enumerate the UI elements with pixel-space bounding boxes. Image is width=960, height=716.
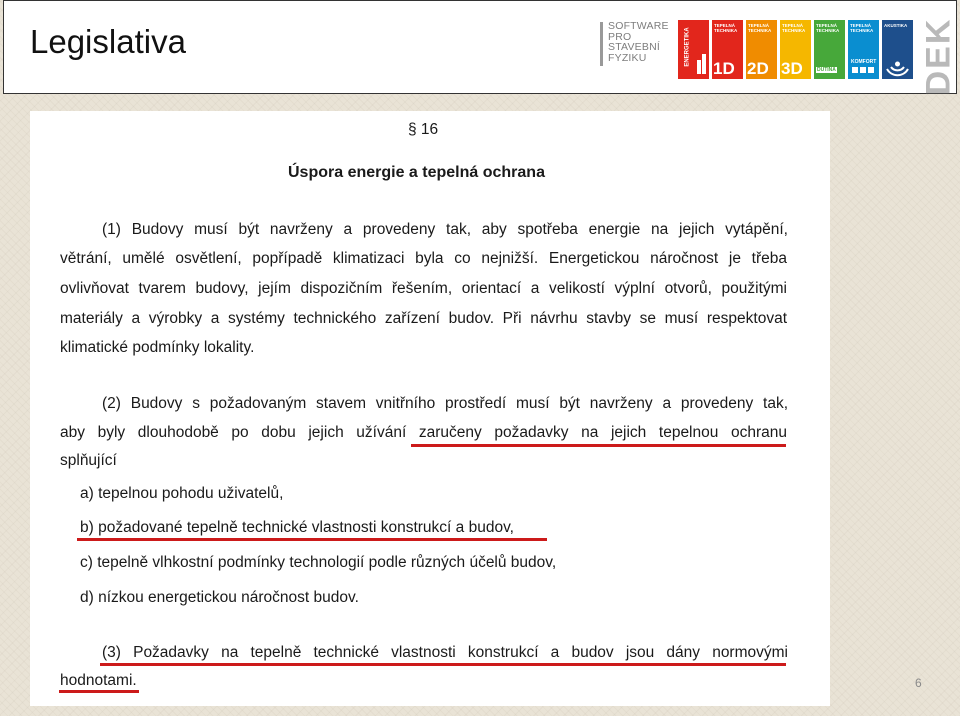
energetika-label: ENERGETIKA — [684, 27, 691, 67]
komfort-blocks-icon — [848, 20, 879, 79]
product-logo-caption: TEPELNÁ TECHNIKA — [850, 23, 874, 33]
list-item: b) požadované tepelně technické vlastnosti konstrukcí a budov, — [80, 519, 514, 536]
product-logo-3d — [780, 20, 811, 79]
product-logo-code: 3D — [781, 59, 803, 78]
product-logo-caption: TEPELNÁ TECHNIKA — [816, 23, 840, 33]
product-logo-komfort — [848, 20, 879, 79]
software-logo-bar — [600, 22, 603, 66]
dek-logo — [919, 9, 958, 96]
section-number: § 16 — [408, 121, 439, 138]
scanned-document — [30, 111, 830, 706]
product-logo-caption: AKUSTIKA — [884, 23, 908, 28]
paragraph-line: klimatické podmínky lokality. — [60, 339, 255, 356]
product-logo-akustika — [882, 20, 913, 79]
list-item: d) nízkou energetickou náročnost budov. — [80, 589, 359, 606]
highlight-underline — [100, 663, 786, 666]
software-logo-line: SOFTWARE — [608, 20, 669, 32]
page-number: 6 — [915, 676, 922, 690]
paragraph-line: aby byly dlouhodobě po dobu jejich užívání zaručeny požadavky na jejich tepelnou ochranu — [60, 424, 787, 441]
paragraph-line: materiály a výrobky a systémy technického zařízení budov. Při návrhu stavby se musí respektovat — [60, 310, 787, 327]
product-logo-caption: TEPELNÁ TECHNIKA — [782, 23, 806, 33]
paragraph-line: hodnotami. — [60, 672, 137, 689]
paragraph-line: (2) Budovy s požadovaným stavem vnitřního prostředí musí být navrženy a provedeny tak, — [102, 395, 788, 412]
product-logo-caption: TEPELNÁ TECHNIKA — [714, 23, 738, 33]
section-heading: Úspora energie a tepelná ochrana — [288, 164, 545, 181]
software-logo-line: STAVEBNÍ — [608, 41, 660, 53]
software-logo-line: PRO — [608, 30, 632, 43]
product-logo-sub: KOMFORT — [851, 59, 877, 65]
product-logo-2d — [746, 20, 777, 79]
slide-title: Legislativa — [30, 23, 186, 60]
list-item: a) tepelnou pohodu uživatelů, — [80, 485, 284, 502]
product-logo-1d — [712, 20, 743, 79]
product-logo-code: 2D — [747, 59, 769, 78]
software-logo-line: FYZIKU — [608, 51, 647, 64]
product-logo-sub: DUTINA — [817, 67, 836, 73]
dek-logo-text: DEK — [919, 17, 958, 96]
paragraph-line: (3) Požadavky na tepelně technické vlastnosti konstrukcí a budov jsou dány normovými — [102, 644, 788, 661]
list-item: c) tepelně vlhkostní podmínky technologií podle různých účelů budov, — [80, 554, 557, 571]
product-logo-caption: TEPELNÁ TECHNIKA — [748, 23, 772, 33]
highlight-underline — [59, 690, 139, 693]
slide-header — [3, 0, 957, 94]
product-logo-dutina — [814, 20, 845, 79]
paragraph-line: ovlivňovat tvarem budovy, jejím dispozičním řešením, orientací a velikostí výplní otvorů, použitými — [60, 280, 787, 297]
highlight-underline — [77, 538, 547, 541]
product-logo-code: 1D — [713, 59, 735, 78]
paragraph-line: větrání, umělé osvětlení, popřípadě klimatizaci byla co nejnižší. Energetickou náročnost je třeba — [60, 250, 787, 267]
paragraph-line: (1) Budovy musí být navrženy a provedeny tak, aby spotřeba energie na jejich vytápění, — [102, 221, 788, 238]
highlight-underline — [411, 444, 786, 447]
energetika-bars-icon — [678, 20, 709, 79]
sound-waves-icon — [882, 20, 913, 79]
paragraph-line: splňující — [60, 452, 117, 469]
software-logo-text — [608, 21, 669, 63]
energetika-logo — [678, 20, 709, 79]
